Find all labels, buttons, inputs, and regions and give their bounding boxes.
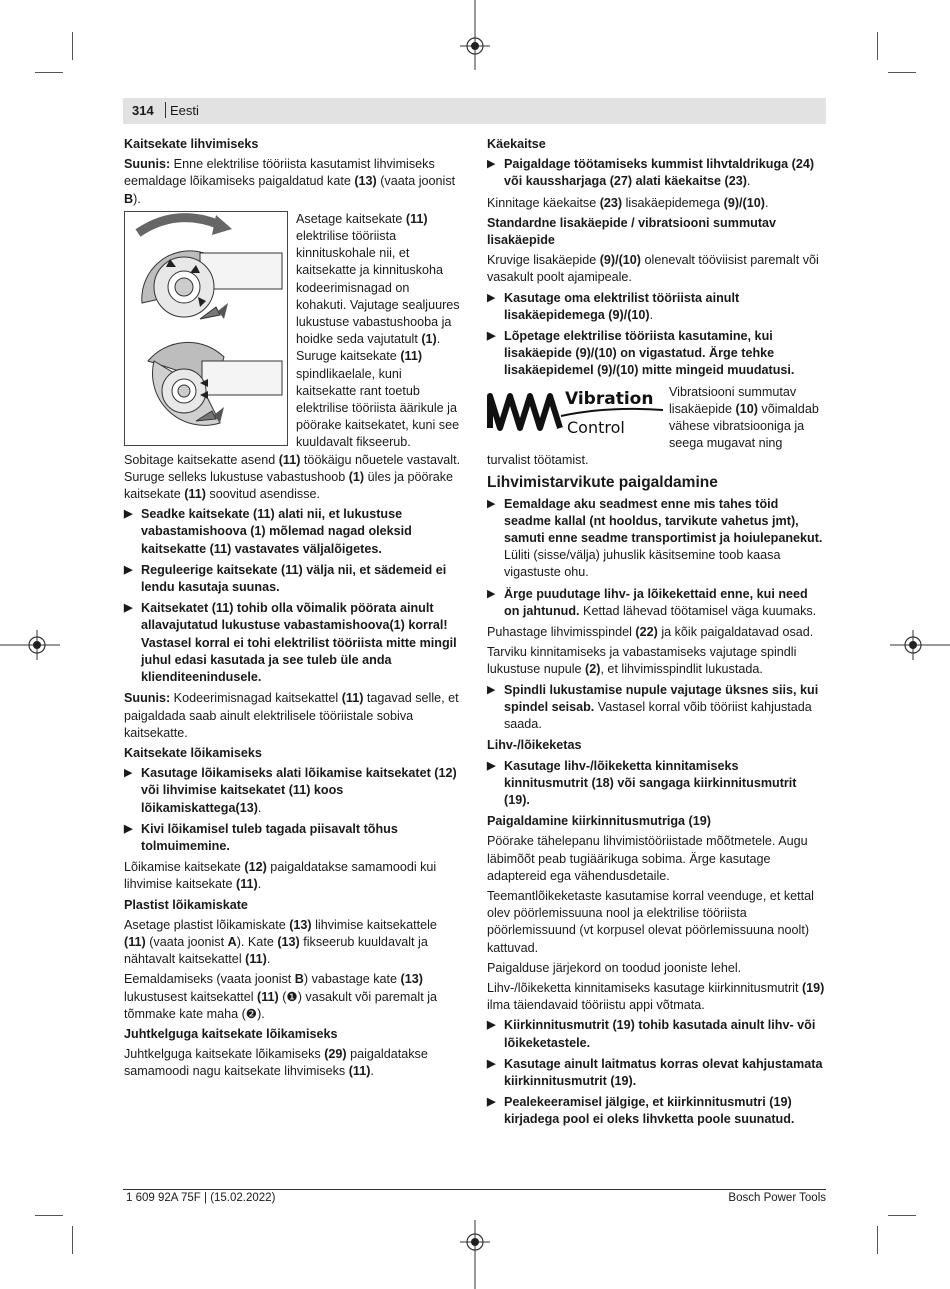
crop-mark: [888, 1215, 916, 1216]
figure-description: Asetage kaitsekate (11) elektrilise tööriista kinnituskohale nii, et kaitsekatte ja kinnituskoha kodeerimisnagad on kohakuti. Vajutage sealjuures lukustuse vabastushooba ja hoidke seda vajutatult (1). Suruge kaitsekate (11) spindlikaelale, kuni kaitsekatte rant toetub elektrilise tööriista äärikule ja pöörake kaitsekatet, kuni see kuuldavalt fikseerub. Sobitage kaitsekatte asend (11) töökäigu nõuetele vastavalt. Suruge selleks lukustuse vabastushoob (1) üles ja pöörake kaitsekate (11) soovitud asendisse.: [124, 211, 461, 502]
footer-doc-id: 1 609 92A 75F | (15.02.2022): [126, 1192, 276, 1204]
crop-mark: [877, 1226, 878, 1254]
right-column: [487, 136, 825, 1133]
crop-mark: [35, 1215, 63, 1216]
paragraph: Lihv-/lõikeketta kinnitamiseks kasutage kiirkinnitusmutrit (19) ilma täiendavaid tööriistu appi võtmata.: [487, 980, 825, 1013]
header-separator: [165, 102, 166, 118]
paragraph: Pöörake tähelepanu lihvimistööriistade mõõtmetele. Augu läbimõõt peab tugiäärikuga sobima. Ärge kasutage adaptereid ega vähendusdetaile.: [487, 834, 808, 883]
section-title: Paigaldamine kiirkinnitusmutriga (19): [487, 814, 711, 829]
paragraph: Eemaldamiseks (vaata joonist B) vabastage kate (13) lukustusest kaitsekattel (11) (❶) vasakult või paremalt ja tõmmake kate maha (❷).: [124, 972, 437, 1021]
footer-brand: Bosch Power Tools: [728, 1192, 826, 1204]
page-number: 314: [132, 103, 154, 118]
section-title: Kaitsekate lihvimiseks: [124, 137, 259, 151]
paragraph: Kinnitage käekaitse (23) lisakäepidemega (9)/(10).: [487, 195, 769, 210]
list-item: ▶ Paigaldage töötamiseks kummist lihvtaldrikuga (24) või kaussharjaga (27) alati käekaitse (23).: [487, 157, 815, 189]
paragraph: Paigalduse järjekord on toodud jooniste lehel.: [487, 960, 742, 975]
note-paragraph: Suunis: Enne elektrilise tööriista kasutamist lihvimiseks eemaldage lõikamiseks paigaldatud kate (13) (vaata joonist B).: [124, 157, 456, 206]
list-item: ▶ Lõpetage elektrilise tööriista kasutamine, kui lisakäepide (9)/(10) on vigastatud. Ärge tehke lisakäepidemel (9)/(10) mitte mingeid muudatusi.: [487, 329, 795, 378]
paragraph: Kruvige lisakäepide (9)/(10) olenevalt tööviisist paremalt või vasakult poolt ajamipeale.: [487, 253, 819, 285]
list-item: ▶ Kasutage lõikamiseks alati lõikamise kaitsekatet (12) või lihvimise kaitsekatet (11) koos lõikamiskattega(13).: [124, 766, 457, 815]
paragraph: Vibratsiooni summutav lisakäepide (10) võimaldab vähese vibratsiooniga ja seega mugavat ning turvalist töötamist.: [487, 384, 819, 468]
grinder-guard-illustration: [124, 211, 288, 446]
list-item: ▶ Kasutage lihv-/lõikeketta kinnitamiseks kinnitusmutrit (18) või sangaga kiirkinnitusmutrit (19).: [487, 758, 797, 807]
list-item: ▶ Reguleerige kaitsekate (11) välja nii, et sädemeid ei lendu kasutaja suunas.: [124, 562, 447, 595]
paragraph: Puhastage lihvimisspindel (22) ja kõik paigaldatavad osad.: [487, 625, 814, 640]
section-title: Käekaitse: [487, 137, 546, 151]
registration-mark-icon: [460, 0, 490, 70]
svg-text:Vibration: Vibration: [565, 388, 654, 409]
registration-mark-icon: [890, 630, 950, 660]
list-item: ▶ Pealekeeramisel jälgige, et kiirkinnitusmutri (19) kirjadega pool ei oleks lihvketta poole suunatud.: [487, 1095, 795, 1127]
crop-mark: [72, 32, 73, 60]
list-item: ▶ Kasutage oma elektrilist tööriista ainult lisakäepidemega (9)/(10).: [487, 290, 740, 322]
note-paragraph: Suunis: Kodeerimisnagad kaitsekattel (11) tagavad selle, et paigaldada saab ainult elektrilisele tööriistale sobiva kaitsekatte.: [124, 691, 459, 740]
list-item: ▶ Kaitsekatet (11) tohib olla võimalik pöörata ainult allavajutatud lukustuse vabastamishoova(1) korral! Vastasel korral ei tohi elektrilist tööriista mitte mingil juhul edasi kasutada ja see tuleb üle anda klienditeenindusele.: [124, 601, 457, 685]
list-item: ▶ Spindli lukustamise nupule vajutage üksnes siis, kui spindel seisab. Vastasel korral võib tööriist kahjustada saada.: [487, 682, 819, 732]
paragraph: Asetage plastist lõikamiskate (13) lihvimise kaitsekattele (11) (vaata joonist A). Kate (13) fikseerub kuuldavalt ja nähtavalt kaitsekattel (11).: [124, 917, 437, 967]
section-title: Juhtkelguga kaitsekate lõikamiseks: [124, 1026, 338, 1041]
list-item: ▶ Kasutage ainult laitmatus korras olevat kahjustamata kiirkinnitusmutrit (19).: [487, 1056, 823, 1088]
guard-figure-block: [124, 211, 462, 506]
section-heading: Lihvimistarvikute paigaldamine: [487, 473, 718, 491]
list-item: ▶ Ärge puudutage lihv- ja lõikekettaid enne, kui need on jahtunud. Kettad lähevad töötamisel väga kuumaks.: [487, 586, 817, 618]
vibration-control-block: [487, 384, 825, 473]
section-title: Lihv-/lõikeketas: [487, 738, 582, 753]
list-item: ▶ Kiirkinnitusmutrit (19) tohib kasutada ainult lihv- või lõikeketastele.: [487, 1018, 816, 1050]
paragraph: Tarviku kinnitamiseks ja vabastamiseks vajutage spindli lukustuse nupule (2), et lihvimisspindlit lukustada.: [487, 645, 797, 677]
page-header: [123, 98, 826, 124]
registration-mark-icon: [0, 630, 60, 660]
section-title: Kaitsekate lõikamiseks: [124, 745, 262, 760]
svg-text:Control: Control: [567, 417, 625, 437]
list-item: ▶ Seadke kaitsekate (11) alati nii, et lukustuse vabastamishoova (1) mõlemad nagad oleksid kaitsekatte (11) vastavates väljalõigetes.: [124, 507, 412, 556]
vibration-control-logo-icon: [487, 386, 663, 440]
crop-mark: [72, 1226, 73, 1254]
list-item: ▶ Kivi lõikamisel tuleb tagada piisavalt tõhus tolmuimemine.: [124, 821, 398, 853]
section-title: Standardne lisakäepide / vibratsiooni summutav lisakäepide: [487, 215, 777, 248]
crop-mark: [35, 72, 63, 73]
paragraph: Lõikamise kaitsekate (12) paigaldatakse samamoodi kui lihvimise kaitsekate (11).: [124, 860, 437, 892]
registration-mark-icon: [460, 1220, 490, 1289]
paragraph: Teemantlõikeketaste kasutamise korral veenduge, et kettal olev pöörlemissuuna nool ja elektrilise tööriista pöörlemissuund (vt korpusel olevat pöörlemissuuna noolt) kattuvad.: [487, 888, 814, 955]
language-label: Eesti: [170, 103, 199, 118]
section-title: Plastist lõikamiskate: [124, 897, 248, 912]
footer-divider: [123, 1189, 826, 1190]
crop-mark: [888, 72, 916, 73]
paragraph: Juhtkelguga kaitsekate lõikamiseks (29) paigaldatakse samamoodi nagu kaitsekate lihvimiseks (11).: [124, 1047, 428, 1079]
left-column: [124, 136, 462, 1084]
crop-mark: [877, 32, 878, 60]
list-item: ▶ Eemaldage aku seadmest enne mis tahes töid seadme kallal (nt hooldus, tarvikute vahetus jmt), samuti enne seadme transportimist ja hoiulepanekut. Lüliti (sisse/välja) juhuslik käsitsemine toob kaasa vigastuste ohu.: [487, 496, 823, 580]
